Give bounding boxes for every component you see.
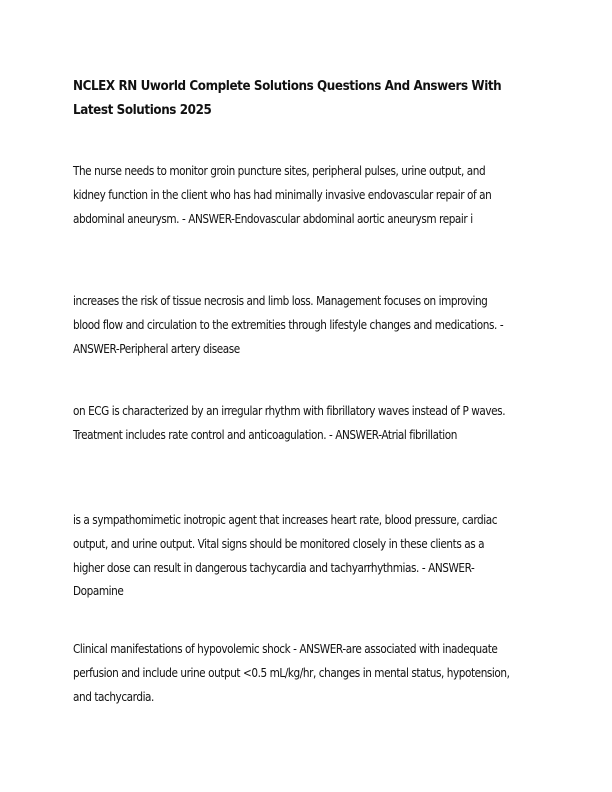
document-title: NCLEX RN Uworld Complete Solutions Questions And Answers With Latest Solutions 2025 xyxy=(73,79,502,118)
qa-entry-5: Clinical manifestations of hypovolemic shock - ANSWER-are associated with inadequate perfusion and include urine output <0.5 mL/kg/hr, changes in mental status, hypotension, and tachycardia. xyxy=(73,642,510,704)
qa-entry-1: The nurse needs to monitor groin puncture sites, peripheral pulses, urine output, and kidney function in the client who has had minimally invasive endovascular repair of an abdominal aneurysm. - ANSWER-Endovascular abdominal aortic aneurysm repair i xyxy=(73,164,492,226)
qa-entry-4: is a sympathomimetic inotropic agent that increases heart rate, blood pressure, cardiac output, and urine output. Vital signs should be monitored closely in these clients as a higher dose can result in dangerous tachycardia and tachyarrhythmias. - ANSWER-Dopamine xyxy=(73,513,498,599)
qa-entry-2: increases the risk of tissue necrosis and limb loss. Management focuses on improving blood flow and circulation to the extremities through lifestyle changes and medications. - ANSWER-Peripheral artery disease xyxy=(73,294,504,356)
qa-entry-3: on ECG is characterized by an irregular rhythm with fibrillatory waves instead of P waves. Treatment includes rate control and anticoagulation. - ANSWER-Atrial fibrillation xyxy=(73,404,506,442)
